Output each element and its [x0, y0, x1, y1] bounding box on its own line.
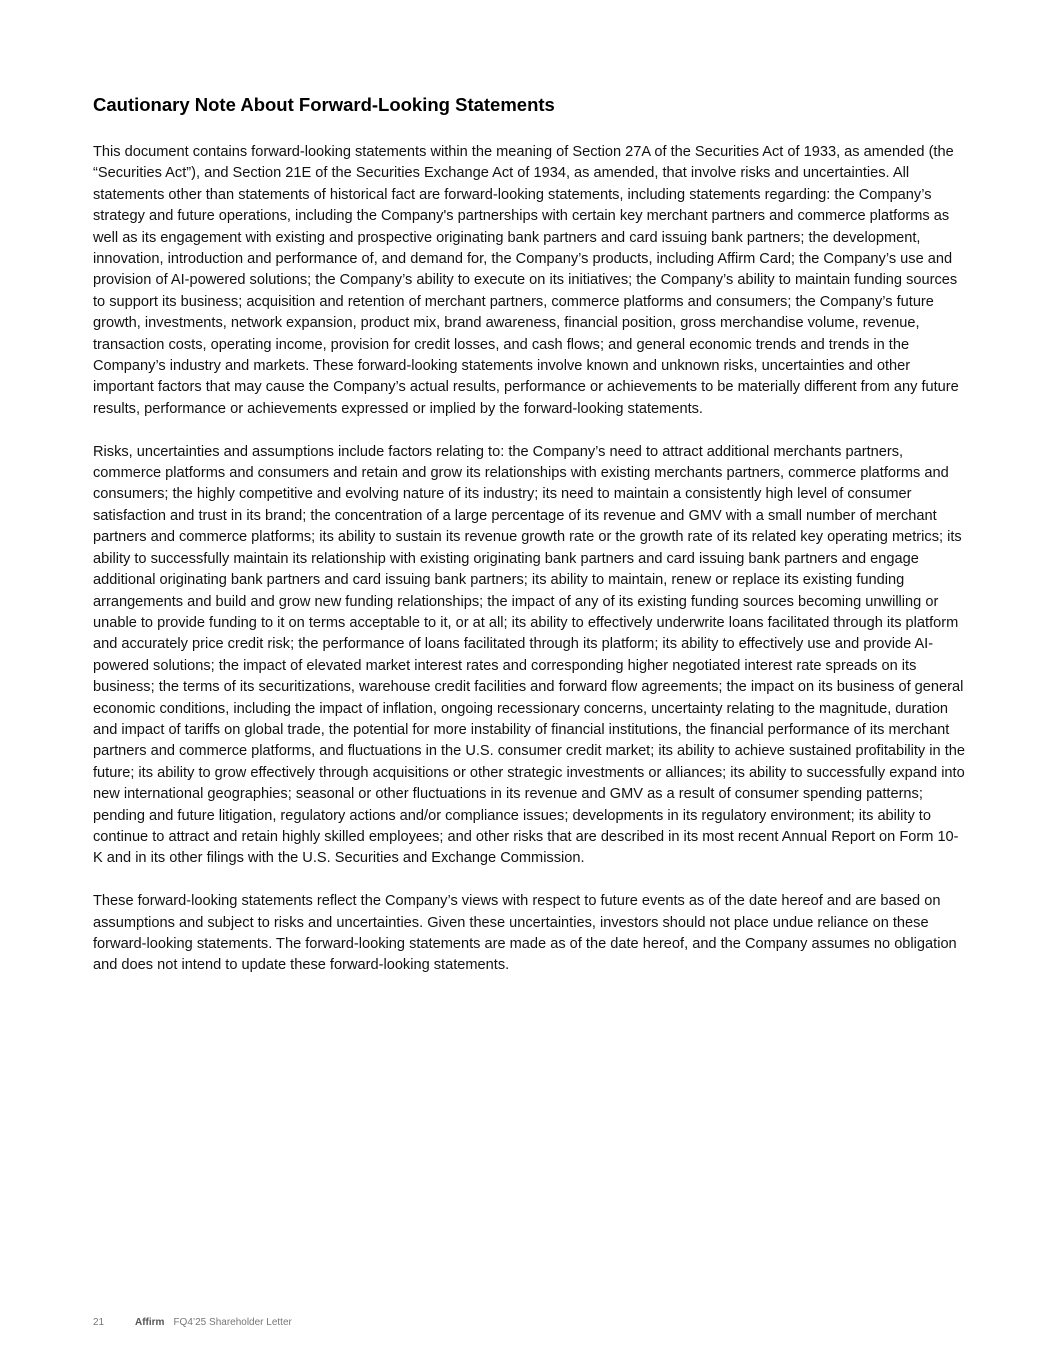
page-footer — [93, 1317, 292, 1328]
document-page — [93, 94, 966, 998]
paragraph-risks-uncertainties: Risks, uncertainties and assumptions include factors relating to: the Company’s need to attract additional merchants partners, commerce platforms and consumers and retain and grow its relationships with existing merchants partners, commerce platforms and consumers; the highly competitive and evolving nature of its industry; its need to maintain a consistently high level of consumer satisfaction and trust in its brand; the concentration of a large percentage of its revenue and GMV with a small number of merchant partners and commerce platforms; its ability to sustain its revenue growth rate or the growth rate of its related key operating metrics; its ability to successfully maintain its relationship with existing originating bank partners and card issuing bank partners and engage additional originating bank partners and card issuing bank partners; its ability to maintain, renew or replace its existing funding arrangements and build and grow new funding relationships; the impact of any of its existing funding sources becoming unwilling or unable to provide funding to it on terms acceptable to it, or at all; its ability to effectively underwrite loans facilitated through its platform and accurately price credit risk; the performance of loans facilitated through its platform; its ability to effectively use and provide AI-powered solutions; the impact of elevated market interest rates and corresponding higher negotiated interest rate spreads on its business; the terms of its securitizations, warehouse credit facilities and forward flow agreements; the impact on its business of general economic conditions, including the impact of inflation, ongoing recessionary concerns, uncertainty relating to the magnitude, duration and impact of tariffs on global trade, the potential for more instability of financial institutions, the financial performance of its merchant partners and commerce platforms, and fluctuations in the U.S. consumer credit market; its ability to achieve sustained profitability in the future; its ability to grow effectively through acquisitions or other strategic investments or alliances; its ability to successfully expand into new international geographies; seasonal or other fluctuations in its revenue and GMV as a result of consumer spending patterns; pending and future litigation, regulatory actions and/or compliance issues; developments in its regulatory environment; its ability to continue to attract and retain highly skilled employees; and other risks that are described in its most recent Annual Report on Form 10-K and in its other filings with the U.S. Securities and Exchange Commission. — [93, 443, 965, 867]
footer-brand: Affirm — [135, 1317, 165, 1328]
paragraph-views-disclaimer: These forward-looking statements reflect the Company’s views with respect to future events as of the date hereof and are based on assumptions and subject to risks and uncertainties. Given these uncertainties, investors should not place undue reliance on these forward-looking statements. The forward-looking statements are made as of the date hereof, and the Company assumes no obligation and does not intend to update these forward-looking statements. — [93, 893, 957, 974]
page-title: Cautionary Note About Forward-Looking Statements — [93, 94, 555, 115]
paragraph-forward-looking-statements: This document contains forward-looking statements within the meaning of Section 27A of the Securities Act of 1933, as amended (the “Securities Act”), and Section 21E of the Securities Exchange Act of 1934, as amended, that involve risks and uncertainties. All statements other than statements of historical fact are forward-looking statements, including statements regarding: the Company’s strategy and future operations, including the Company's partnerships with certain key merchant partners and commerce platforms as well as its engagement with existing and prospective originating bank partners and card issuing bank partners; the development, innovation, introduction and performance of, and demand for, the Company’s products, including Affirm Card; the Company’s use and provision of AI-powered solutions; the Company’s ability to execute on its initiatives; the Company’s ability to maintain funding sources to support its business; acquisition and retention of merchant partners, commerce platforms and consumers; the Company’s future growth, investments, network expansion, product mix, brand awareness, financial position, gross merchandise volume, revenue, transaction costs, operating income, provision for credit losses, and cash flows; and general economic trends and trends in the Company’s industry and markets. These forward-looking statements involve known and unknown risks, uncertainties and other important factors that may cause the Company’s actual results, performance or achievements to be materially different from any future results, performance or achievements expressed or implied by the forward-looking statements. — [93, 144, 959, 417]
page-number: 21 — [93, 1317, 105, 1328]
footer-document-title: FQ4’25 Shareholder Letter — [173, 1317, 292, 1328]
